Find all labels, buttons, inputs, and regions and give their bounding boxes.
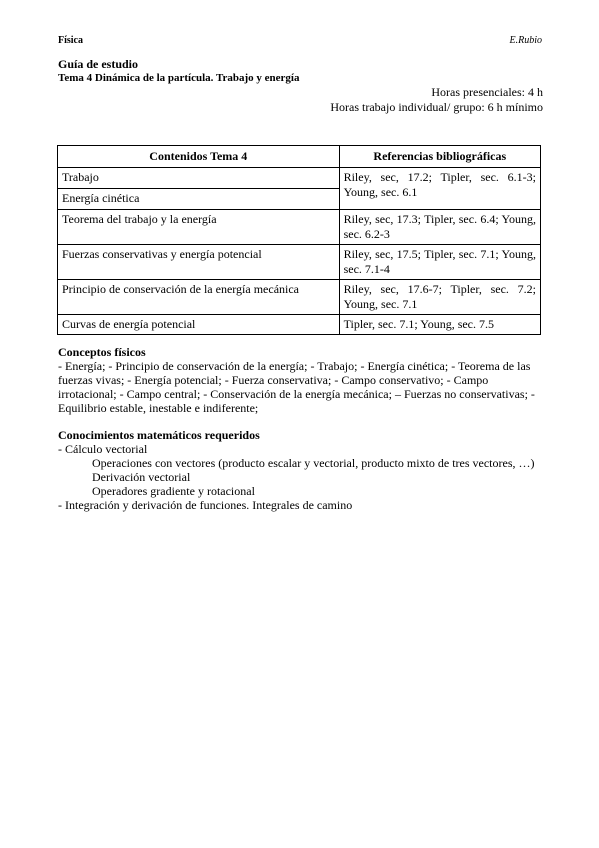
hours-block [330, 85, 543, 115]
matematicos-subitem: Operaciones con vectores (producto escalar y vectorial, producto mixto de tres vectores, …) [92, 456, 535, 470]
reference-cell: Tipler, sec. 7.1; Young, sec. 7.5 [339, 315, 540, 335]
matematicos-subitem: Derivación vectorial [92, 470, 191, 484]
conceptos-title: Conceptos físicos [58, 345, 146, 359]
content-cell: Energía cinética [58, 189, 340, 210]
header-author: E.Rubio [509, 35, 542, 46]
guide-title: Guía de estudio [58, 57, 139, 71]
matematicos-item: - Integración y derivación de funciones. Integrales de camino [58, 498, 353, 512]
header-contents: Contenidos Tema 4 [58, 146, 340, 168]
header-references: Referencias bibliográficas [339, 146, 540, 168]
hours-presenciales: Horas presenciales: 4 h [431, 85, 543, 99]
conceptos-section [58, 345, 542, 415]
matematicos-title: Conocimientos matemáticos requeridos [58, 428, 260, 442]
table-row [58, 168, 541, 189]
matematicos-subitem: Operadores gradiente y rotacional [92, 484, 255, 498]
table-row [58, 210, 541, 245]
reference-cell: Riley, sec, 17.3; Tipler, sec. 6.4; Young, sec. 6.2-3 [339, 210, 540, 245]
content-cell: Fuerzas conservativas y energía potencial [58, 245, 340, 280]
table-header-row [58, 146, 541, 168]
reference-cell: Riley, sec, 17.6-7; Tipler, sec. 7.2; Young, sec. 7.1 [339, 280, 540, 315]
conceptos-text: - Energía; - Principio de conservación de la energía; - Trabajo; - Energía cinética; - Teorema de las fuerzas vivas; - Energía potencial; - Fuerza conservativa; - Campo conservativo; - Campo irrotacional; - Campo central; - Conservación de la energía mecánica; – Fuerzas no conservativas; - Equilibrio estable, inestable e indiferente; [58, 359, 535, 415]
topic-title: Tema 4 Dinámica de la partícula. Trabajo y energía [58, 72, 300, 84]
table-row [58, 245, 541, 280]
table-row [58, 280, 541, 315]
reference-cell: Riley, sec, 17.5; Tipler, sec. 7.1; Young, sec. 7.1-4 [339, 245, 540, 280]
hours-individual: Horas trabajo individual/ grupo: 6 h mínimo [330, 100, 543, 114]
header-subject: Física [58, 35, 83, 46]
content-cell: Trabajo [58, 168, 340, 189]
matematicos-item: - Cálculo vectorial [58, 442, 148, 456]
reference-cell: Riley, sec, 17.2; Tipler, sec. 6.1-3; Young, sec. 6.1 [339, 168, 540, 210]
matematicos-section [58, 428, 542, 512]
content-cell: Teorema del trabajo y la energía [58, 210, 340, 245]
content-cell: Principio de conservación de la energía mecánica [58, 280, 340, 315]
contents-table [57, 145, 541, 335]
table-row [58, 315, 541, 335]
content-cell: Curvas de energía potencial [58, 315, 340, 335]
